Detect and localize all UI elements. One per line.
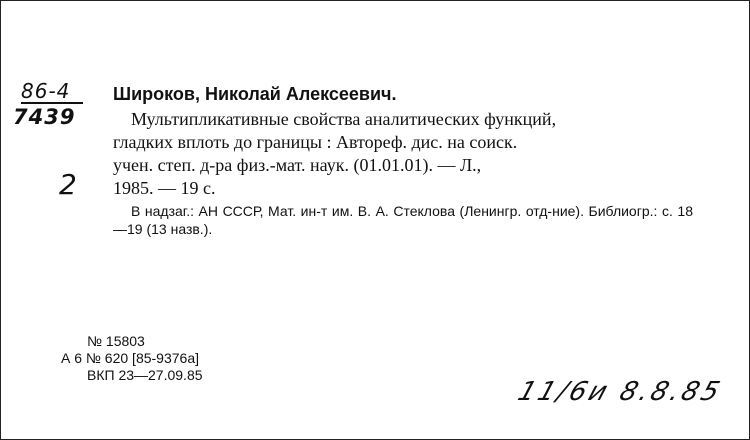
- volume-mark: 2: [59, 168, 77, 201]
- handwritten-note: 11/6и 8.8.85: [513, 377, 726, 407]
- call-number-bottom: 7439: [13, 105, 76, 129]
- entry-line: 1985. — 19 с.: [113, 178, 216, 198]
- record-number: А 6 № 620 [85-9376а]: [61, 350, 200, 366]
- entry-note: В надзаг.: АН СССР, Мат. ин-т им. В. А. Стеклова (Ленингр. отд-ние). Библиогр.: с. 18—19 (13 назв.).: [113, 203, 693, 237]
- accession-number: № 15803: [87, 333, 145, 349]
- title-description: [113, 108, 693, 200]
- entry-line: Мультипликативные свойства аналитических функций,: [131, 109, 557, 129]
- author-heading: Широков, Николай Алексеевич.: [113, 84, 397, 104]
- entry-line: гладких вплоть до границы : Автореф. дис. на соиск.: [113, 132, 518, 152]
- entry-line: учен. степ. д-ра физ.-мат. наук. (01.01.01). — Л.,: [113, 155, 482, 175]
- call-number-top: 86-4: [21, 81, 83, 104]
- card-footer: [61, 333, 203, 384]
- bibliographic-entry: [113, 83, 693, 238]
- vkp-date: ВКП 23—27.09.85: [87, 367, 203, 383]
